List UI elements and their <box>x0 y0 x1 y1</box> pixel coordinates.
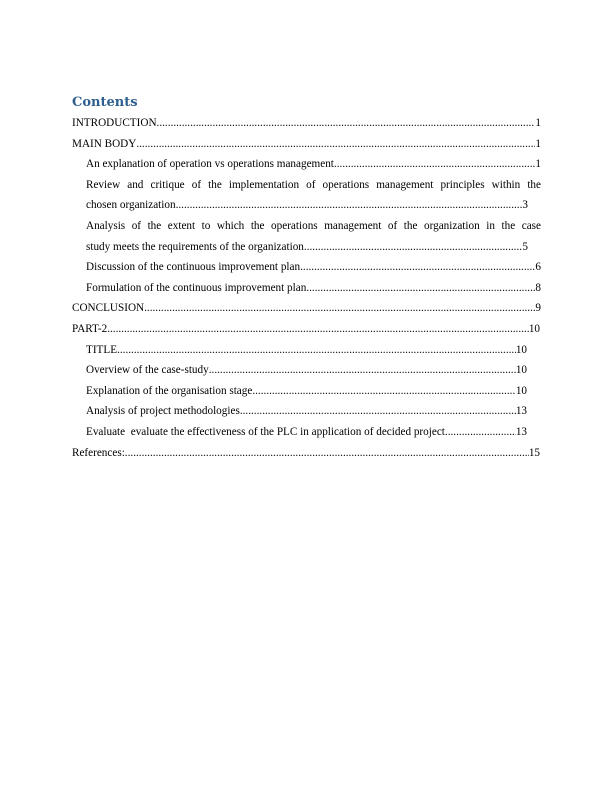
toc-entry-title: Explanation of the organisation stage <box>86 384 253 397</box>
toc-entry-review-critique[interactable] <box>72 175 541 216</box>
toc-entry-page: 15 <box>528 446 540 459</box>
toc-entry-discussion-plan[interactable] <box>72 257 541 278</box>
toc-entry-page: 5 <box>522 240 528 253</box>
toc-entry-page: 13 <box>515 405 527 418</box>
toc-entry-title: Analysis of project methodologies <box>86 405 240 418</box>
toc-entry-main-body[interactable] <box>72 134 541 155</box>
toc-entry-page: 1 <box>535 137 541 150</box>
toc-leader-dots <box>125 443 529 464</box>
toc-entry-page: 1 <box>535 158 541 171</box>
toc-entry-page: 10 <box>515 364 527 377</box>
toc-entry-conclusion[interactable] <box>72 298 541 319</box>
toc-entry-page: 13 <box>515 425 527 438</box>
toc-entry-title-line2-row <box>86 195 528 216</box>
toc-entry-title: Overview of the case-study <box>86 364 209 377</box>
toc-entry-page: 1 <box>535 117 541 129</box>
toc-leader-dots <box>107 319 529 340</box>
toc-entry-formulation-plan[interactable] <box>72 278 541 299</box>
toc-entry-title: An explanation of operation vs operations management <box>86 158 334 171</box>
toc-entry-title: Formulation of the continuous improvement plan <box>86 281 307 294</box>
toc-entry-project-methodologies[interactable] <box>72 401 527 422</box>
toc-leader-dots <box>240 401 516 422</box>
toc-entry-plc-evaluation[interactable] <box>72 422 527 443</box>
toc-entry-page: 10 <box>515 343 527 356</box>
toc-entry-page: 9 <box>535 302 541 315</box>
toc-entry-title-line2: study meets the requirements of the organization <box>86 240 304 253</box>
toc-heading: Contents <box>72 95 138 110</box>
toc-entry-introduction[interactable] <box>72 113 541 134</box>
toc-entry-operations-explanation[interactable] <box>72 154 541 175</box>
toc-leader-dots <box>209 360 516 381</box>
toc-entry-title: Evaluate evaluate the effectiveness of the PLC in application of decided project <box>86 425 445 438</box>
toc-entry-title: CONCLUSION <box>72 302 145 315</box>
toc-entry-title-section[interactable] <box>72 340 527 361</box>
table-of-contents <box>72 113 541 463</box>
toc-entry-case-study-overview[interactable] <box>72 360 527 381</box>
toc-entry-page: 10 <box>528 322 540 335</box>
toc-entry-page: 10 <box>515 384 527 397</box>
toc-entry-page: 8 <box>535 281 541 294</box>
toc-entry-organisation-stage[interactable] <box>72 381 527 402</box>
toc-entry-page: 3 <box>522 199 528 212</box>
toc-leader-dots <box>304 237 523 258</box>
toc-entry-title-line2: chosen organization <box>86 199 176 212</box>
toc-entry-title: Discussion of the continuous improvement plan <box>86 261 301 274</box>
toc-entry-part-2[interactable] <box>72 319 540 340</box>
toc-leader-dots <box>157 113 536 134</box>
toc-leader-dots <box>136 134 535 155</box>
toc-leader-dots <box>300 257 535 278</box>
toc-entry-title: TITLE <box>86 343 118 356</box>
toc-leader-dots <box>252 381 515 402</box>
toc-leader-dots <box>306 278 535 299</box>
toc-entry-page: 6 <box>535 261 541 274</box>
toc-entry-title-line1: Analysis of the extent to which the operations management of the organization in the case <box>86 219 541 232</box>
toc-entry-title-line2-row <box>86 237 528 258</box>
toc-entry-analysis-extent[interactable] <box>72 216 541 257</box>
toc-leader-dots <box>334 154 535 175</box>
toc-leader-dots <box>176 195 523 216</box>
toc-entry-title: PART-2 <box>72 322 108 335</box>
toc-entry-title: MAIN BODY <box>72 137 137 150</box>
toc-leader-dots <box>117 340 516 361</box>
toc-entry-title: References: <box>72 446 125 459</box>
toc-entry-references[interactable] <box>72 443 540 464</box>
toc-entry-title-line1: Review and critique of the implementation of operations management principles within the <box>86 178 541 191</box>
toc-leader-dots <box>144 298 535 319</box>
toc-entry-title: INTRODUCTION <box>72 117 157 129</box>
toc-leader-dots <box>445 422 516 443</box>
